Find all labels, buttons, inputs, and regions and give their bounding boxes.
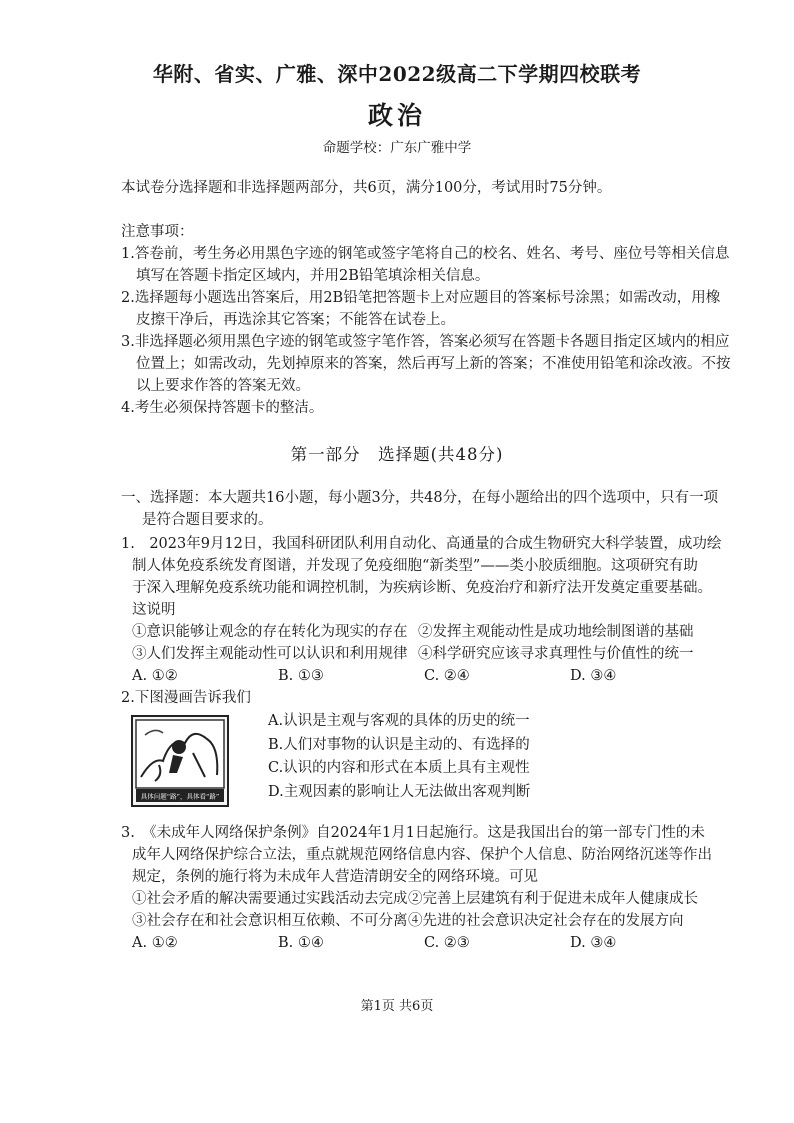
q1-stem-line: 制人体免疫系统发育图谱，并发现了免疫细胞“新类型”——类小胶质细胞。这项研究有助	[132, 558, 698, 574]
q2-option-a[interactable]: A.认识是主观与客观的具体的历史的统一	[268, 713, 530, 729]
q2-option-c[interactable]: C.认识的内容和形式在本质上具有主观性	[268, 760, 530, 776]
part1-heading: 第一部分 选择题(共48分)	[290, 445, 504, 464]
q3-statement: ③社会存在和社会意识相互依赖、不可分离	[132, 913, 408, 929]
page-footer: 第1页 共6页	[360, 999, 434, 1014]
setter-school: 命题学校：广东广雅中学	[322, 140, 472, 156]
exam-title: 华附、省实、广雅、深中2022级高二下学期四校联考	[152, 62, 642, 86]
notice-line: 位置上；如需改动，先划掉原来的答案，然后再写上新的答案；不准使用铅笔和涂改液。不按	[136, 356, 731, 372]
q3-stem-line: 规定，条例的施行将为未成年人营造清朗安全的网络环境。可见	[132, 869, 538, 885]
q3-option-b[interactable]: B. ①④	[278, 935, 324, 951]
q1-stem-line: 于深入理解免疫系统功能和调控机制，为疾病诊断、免疫治疗和新疗法开发奠定重要基础。	[132, 580, 712, 596]
notice-line: 4.考生必须保持答题卡的整洁。	[121, 400, 324, 416]
q1-stem-line: 这说明	[132, 602, 176, 618]
q1-statement: ②发挥主观能动性是成功地绘制图谱的基础	[418, 624, 694, 640]
q1-statement: ③人们发挥主观能动性可以认识和利用规律	[132, 646, 408, 662]
q1-statement: ④科学研究应该寻求真理性与价值性的统一	[418, 646, 694, 662]
notice-line: 2.选择题每小题选出答案后，用2B铅笔把答题卡上对应题目的答案标号涂黑；如需改动，用橡	[121, 290, 721, 306]
q1-option-a[interactable]: A. ①②	[132, 668, 178, 684]
notice-line: 3.非选择题必须用黑色字迹的钢笔或签字笔作答，答案必须写在答题卡各题目指定区域内的相应	[121, 334, 730, 350]
cartoon-image	[131, 715, 229, 807]
section-instructions: 一、选择题：本大题共16小题，每小题3分，共48分，在每小题给出的四个选项中，只有一项	[121, 490, 719, 506]
q1-option-b[interactable]: B. ①③	[278, 668, 324, 684]
notice-line: 1.答卷前，考生务必用黑色字迹的钢笔或签字笔将自己的校名、姓名、考号、座位号等相关信息	[121, 246, 730, 262]
q3-statement: ②完善上层建筑有利于促进未成年人健康成长	[408, 891, 698, 907]
section-instructions: 是符合题目要求的。	[142, 512, 273, 528]
notice-line: 填写在答题卡指定区域内，并用2B铅笔填涂相关信息。	[136, 268, 490, 284]
notice-heading: 注意事项：	[121, 224, 194, 240]
q3-option-a[interactable]: A. ①②	[132, 935, 178, 951]
notice-line: 以上要求作答的答案无效。	[136, 378, 310, 394]
cartoon-drawing	[133, 717, 227, 805]
q2-option-b[interactable]: B.人们对事物的认识是主动的、有选择的	[268, 737, 530, 753]
q1-statement: ①意识能够让观念的存在转化为现实的存在	[132, 624, 408, 640]
q1-option-c[interactable]: C. ②④	[424, 668, 470, 684]
q3-option-c[interactable]: C. ②③	[424, 935, 470, 951]
subject-title: 政治	[367, 101, 426, 130]
q3-statement: ①社会矛盾的解决需要通过实践活动去完成	[132, 891, 408, 907]
q3-stem-line: 3. 《未成年人网络保护条例》自2024年1月1日起施行。这是我国出台的第一部专门性的未	[121, 825, 705, 841]
q1-stem-line: 1. 2023年9月12日，我国科研团队利用自动化、高通量的合成生物研究大科学装置，成功绘	[121, 536, 722, 552]
q3-option-d[interactable]: D. ③④	[570, 935, 617, 951]
q3-stem-line: 成年人网络保护综合立法，重点就规范网络信息内容、保护个人信息、防治网络沉迷等作出	[132, 847, 712, 863]
intro-text: 本试卷分选择题和非选择题两部分，共6页，满分100分，考试用时75分钟。	[121, 180, 612, 196]
q3-statement: ④先进的社会意识决定社会存在的发展方向	[408, 913, 684, 929]
q2-stem: 2.下图漫画告诉我们	[121, 690, 251, 706]
cartoon-caption: 具体问题“路”，具体看“路”	[140, 792, 220, 801]
q1-option-d[interactable]: D. ③④	[570, 668, 617, 684]
notice-line: 皮擦干净后，再选涂其它答案；不能答在试卷上。	[136, 312, 455, 328]
q2-option-d[interactable]: D.主观因素的影响让人无法做出客观判断	[268, 784, 531, 800]
